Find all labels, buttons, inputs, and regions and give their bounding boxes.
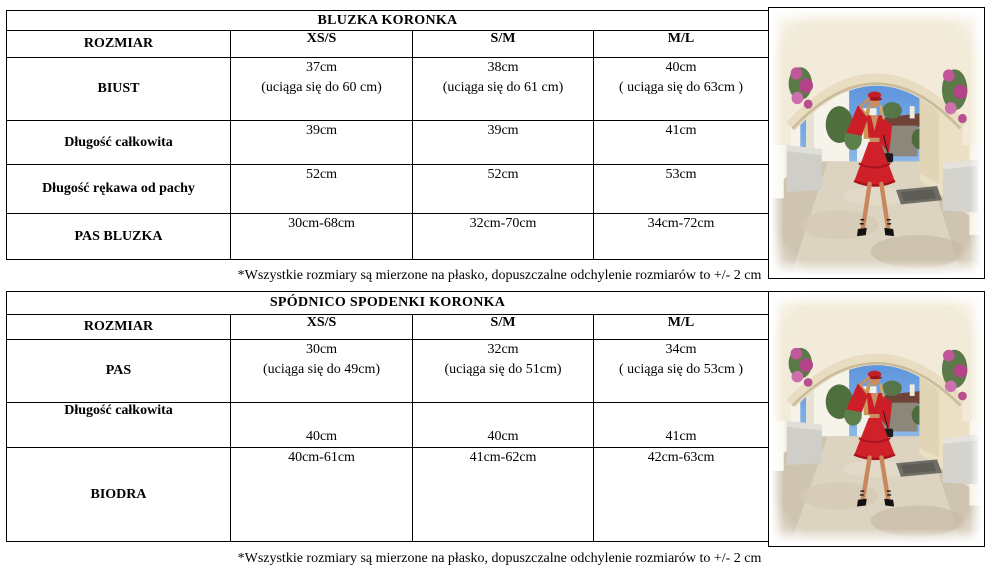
table-title: BLUZKA KORONKA <box>7 11 769 31</box>
spodnico-size-table <box>6 291 769 542</box>
row-label: Długość całkowita <box>7 121 231 165</box>
row-label: PAS <box>7 340 231 403</box>
product-photo-model-red-lace-outfit <box>771 10 982 276</box>
size-value-cell: 39cm <box>413 121 594 165</box>
bluzka-table-wrap <box>6 10 769 260</box>
table-row <box>7 340 769 403</box>
table-title-row <box>7 292 769 315</box>
product-photo-model-red-lace-outfit <box>771 294 982 544</box>
size-value-cell: 41cm <box>594 403 769 448</box>
size-xs-s: XS/S <box>231 31 413 58</box>
size-value-cell: 30cm-68cm <box>231 214 413 260</box>
size-value-cell: 40cm <box>231 403 413 448</box>
row-label: BIUST <box>7 58 231 121</box>
size-value-cell: 41cm <box>594 121 769 165</box>
size-value-cell: 41cm-62cm <box>413 448 594 542</box>
size-header-row <box>7 315 769 340</box>
product-photo-frame <box>768 291 985 547</box>
size-value-cell: 40cm ( uciąga się do 63cm ) <box>594 58 769 121</box>
size-value-cell: 40cm-61cm <box>231 448 413 542</box>
row-label: Długość całkowita <box>7 403 231 448</box>
row-label: BIODRA <box>7 448 231 542</box>
row-label: PAS BLUZKA <box>7 214 231 260</box>
size-value-cell: 52cm <box>231 165 413 214</box>
measurement-footnote: *Wszystkie rozmiary są mierzone na płasko, dopuszczalne odchylenie rozmiarów to +/- 2 cm <box>237 551 762 566</box>
size-value-cell: 32cm (uciąga się do 51cm) <box>413 340 594 403</box>
table-row <box>7 403 769 448</box>
table-row <box>7 58 769 121</box>
table-row <box>7 448 769 542</box>
size-value-cell: 52cm <box>413 165 594 214</box>
measurement-footnote: *Wszystkie rozmiary są mierzone na płasko, dopuszczalne odchylenie rozmiarów to +/- 2 cm <box>237 268 762 283</box>
table-title-row <box>7 11 769 31</box>
size-m-l: M/L <box>594 315 769 340</box>
size-value-cell: 32cm-70cm <box>413 214 594 260</box>
size-s-m: S/M <box>413 315 594 340</box>
size-xs-s: XS/S <box>231 315 413 340</box>
size-s-m: S/M <box>413 31 594 58</box>
size-value-cell: 37cm (uciąga się do 60 cm) <box>231 58 413 121</box>
size-value-cell: 42cm-63cm <box>594 448 769 542</box>
table-row <box>7 121 769 165</box>
table-row <box>7 165 769 214</box>
size-value-cell: 40cm <box>413 403 594 448</box>
table-row <box>7 214 769 260</box>
product-photo-frame <box>768 7 985 279</box>
size-value-cell: 39cm <box>231 121 413 165</box>
size-header-row <box>7 31 769 58</box>
size-value-cell: 30cm (uciąga się do 49cm) <box>231 340 413 403</box>
size-value-cell: 38cm (uciąga się do 61 cm) <box>413 58 594 121</box>
size-value-cell: 34cm-72cm <box>594 214 769 260</box>
table-title: SPÓDNICO SPODENKI KORONKA <box>7 292 769 315</box>
row-label: Długość rękawa od pachy <box>7 165 231 214</box>
bluzka-size-table <box>6 10 769 260</box>
size-value-cell: 53cm <box>594 165 769 214</box>
rozmiar-label: ROZMIAR <box>7 31 231 58</box>
rozmiar-label: ROZMIAR <box>7 315 231 340</box>
size-m-l: M/L <box>594 31 769 58</box>
spodnico-table-wrap <box>6 291 769 542</box>
size-value-cell: 34cm ( uciąga się do 53cm ) <box>594 340 769 403</box>
